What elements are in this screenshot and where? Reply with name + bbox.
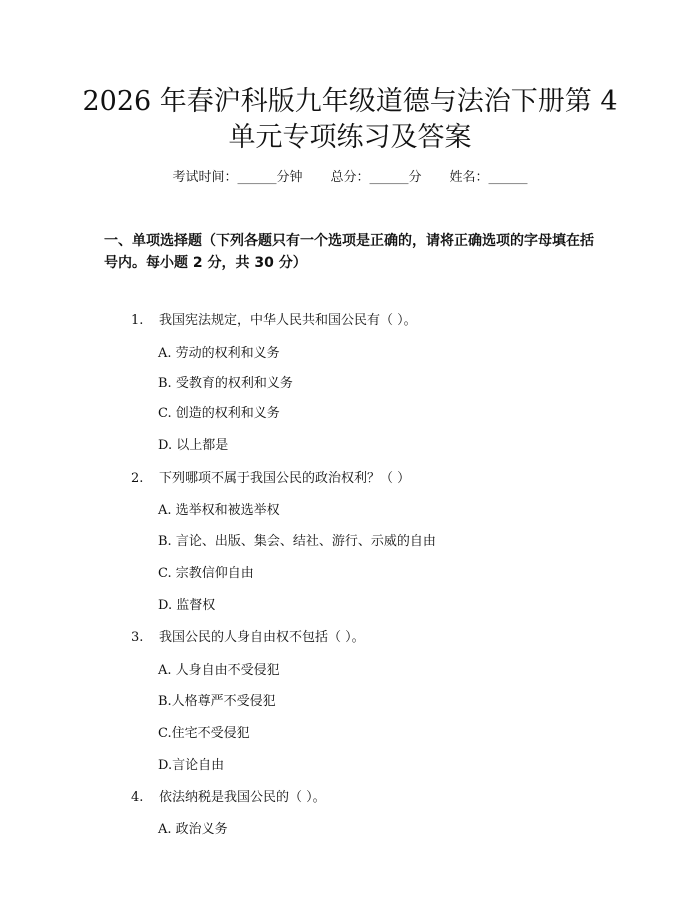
question-3 <box>131 628 365 648</box>
question-3-option-a: A. 人身自由不受侵犯 <box>158 663 280 678</box>
question-text: 下列哪项不属于我国公民的政治权利？（ ） <box>159 471 411 486</box>
question-text: 依法纳税是我国公民的（ ）。 <box>159 790 326 805</box>
question-1-option-d: D. 以上都是 <box>158 438 229 453</box>
question-number: 1. <box>131 313 144 328</box>
question-2-option-a: A. 选举权和被选举权 <box>158 503 280 518</box>
question-2-option-d: D. 监督权 <box>158 598 216 613</box>
question-2-option-c: C. 宗教信仰自由 <box>158 566 254 581</box>
question-2-option-b: B. 言论、出版、集会、结社、游行、示威的自由 <box>158 534 436 549</box>
question-3-option-c: C.住宅不受侵犯 <box>158 726 250 741</box>
question-text: 我国公民的人身自由权不包括（ ）。 <box>159 630 365 645</box>
exam-time: 考试时间：______分钟 <box>172 170 303 185</box>
student-name: 姓名：______ <box>449 170 528 185</box>
question-1-option-a: A. 劳动的权利和义务 <box>158 346 280 361</box>
question-4 <box>131 788 326 808</box>
question-4-option-a: A. 政治义务 <box>158 822 228 837</box>
question-3-option-d: D.言论自由 <box>158 758 225 773</box>
question-2 <box>131 469 410 489</box>
question-text: 我国宪法规定，中华人民共和国公民有（ ）。 <box>159 313 417 328</box>
question-1-option-b: B. 受教育的权利和义务 <box>158 376 293 391</box>
question-number: 2. <box>131 471 144 486</box>
section-heading: 一、单项选择题（下列各题只有一个选项是正确的，请将正确选项的字母填在括号内。每小题 2 分，共 30 分） <box>104 233 594 271</box>
question-number: 3. <box>131 630 144 645</box>
question-1-option-c: C. 创造的权利和义务 <box>158 406 280 421</box>
question-3-option-b: B.人格尊严不受侵犯 <box>158 694 276 709</box>
question-number: 4. <box>131 790 144 805</box>
total-score: 总分：______分 <box>330 170 422 185</box>
document-title-line-1: 2026 年春沪科版九年级道德与法治下册第 4 <box>82 86 618 117</box>
exam-info <box>0 168 700 188</box>
question-1 <box>131 311 417 331</box>
document-title-line-2: 单元专项练习及答案 <box>228 122 472 153</box>
